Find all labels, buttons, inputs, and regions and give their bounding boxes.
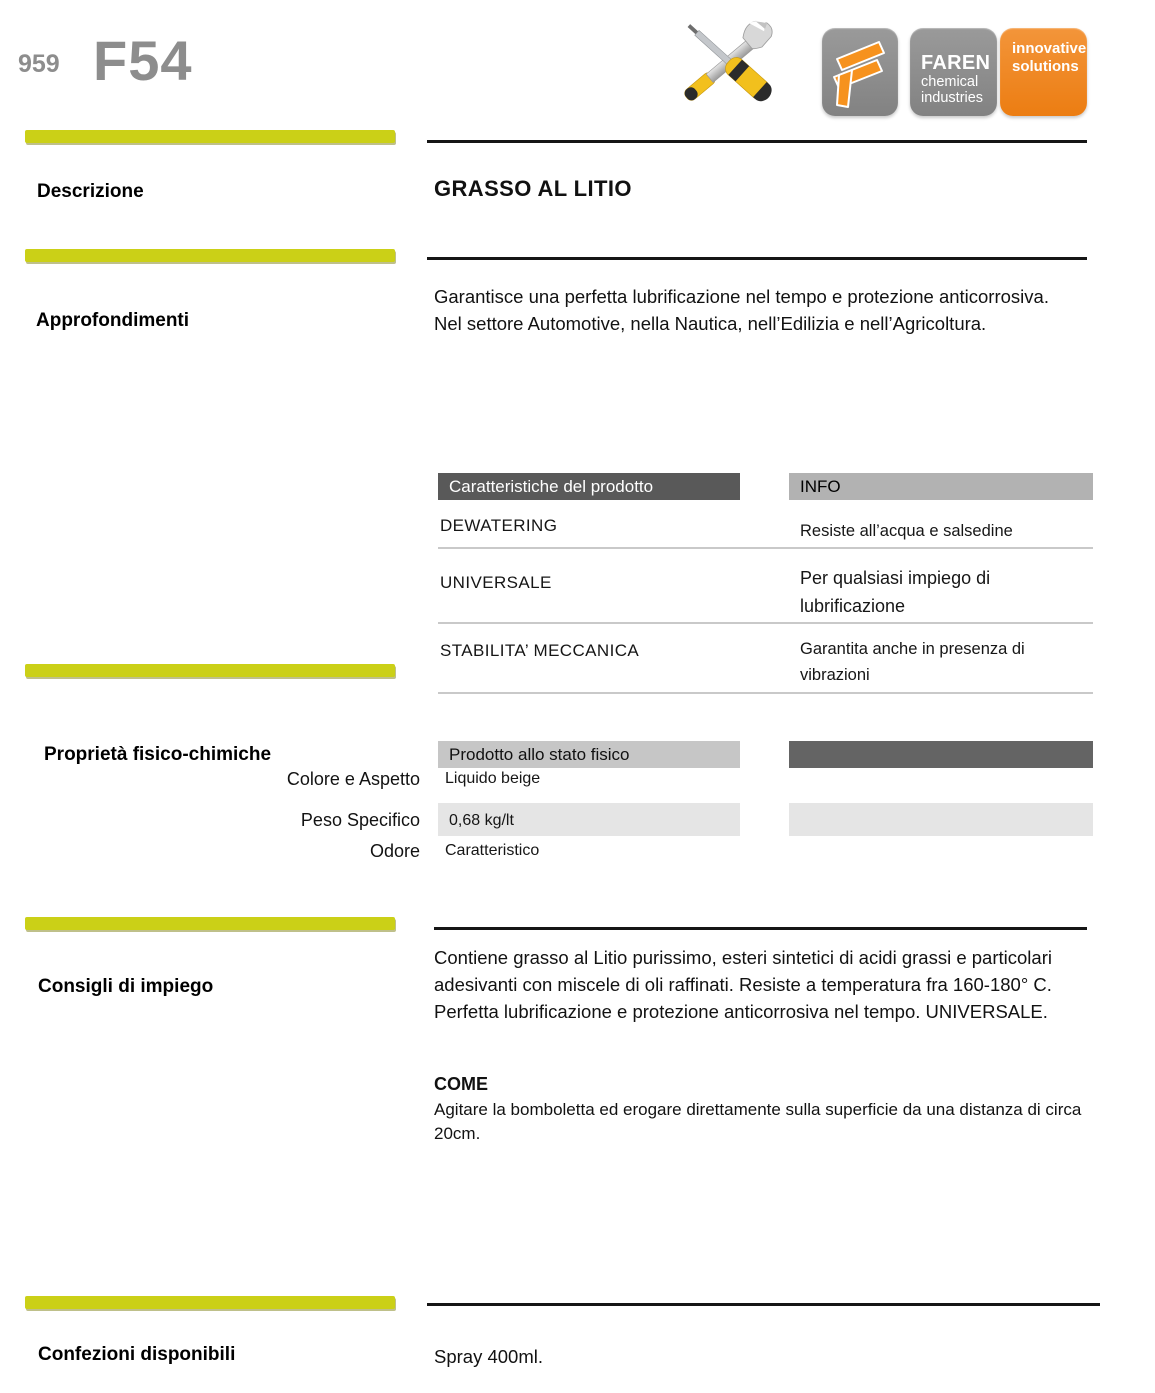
info-placeholder-bar-light: [789, 803, 1093, 836]
table-row-info: Per qualsiasi impiego di lubrificazione: [800, 568, 991, 616]
come-instructions: Agitare la bomboletta ed erogare direttamente sulla superficie da una distanza di circa 20cm.: [434, 1100, 1082, 1143]
property-label: Peso Specifico: [300, 810, 420, 830]
property-value: Caratteristico: [445, 842, 540, 859]
state-header-cell: Prodotto allo stato fisico: [438, 741, 740, 768]
property-label: Odore: [369, 841, 420, 861]
section-divider-line: [427, 1303, 1100, 1306]
section-accent-bar: [25, 917, 395, 930]
heading-proprieta: Proprietà fisico-chimiche: [44, 744, 272, 765]
heading-consigli: Consigli di impiego: [38, 976, 214, 997]
property-label: Colore e Aspetto: [286, 769, 420, 789]
property-value: Liquido beige: [445, 770, 541, 787]
usage-description: Contiene grasso al Litio purissimo, esteri sintetici di acidi grassi e particolari adesivanti con miscele di oli raffinati. Resiste a temperatura fra 160-180° C. Perfetta lubrificazione e protezione anticorrosiva nel tempo. UNIVERSALE.: [434, 947, 1052, 1022]
innovative-line1: innovative: [1012, 40, 1087, 57]
table-row-feature: STABILITA’ MECCANICA: [440, 641, 640, 660]
innovative-solutions-logo: [1000, 28, 1087, 116]
section-accent-bar: [25, 664, 395, 677]
section-accent-bar: [25, 130, 395, 143]
table-row-info: Resiste all’acqua e salsedine: [800, 522, 1013, 540]
heading-approfondimenti: Approfondimenti: [36, 310, 190, 331]
table-row-separator: [438, 692, 1093, 694]
table-row-separator: [438, 547, 1093, 549]
table-header-info: INFO: [789, 473, 1093, 500]
product-code-number: 959: [18, 50, 60, 78]
info-placeholder-bar-dark: [789, 741, 1093, 768]
product-title: GRASSO AL LITIO: [434, 176, 632, 201]
faren-text-logo: [910, 28, 997, 116]
section-divider-line: [427, 140, 1087, 143]
heading-descrizione: Descrizione: [37, 181, 144, 202]
section-divider-line: [434, 927, 1087, 930]
heading-confezioni: Confezioni disponibili: [38, 1344, 236, 1365]
faren-logo-sub1: chemical: [921, 74, 979, 90]
section-divider-line: [427, 257, 1087, 260]
faren-logo-name: FAREN: [921, 52, 991, 74]
table-row-feature: DEWATERING: [440, 516, 558, 535]
faren-f-brush-icon: [822, 28, 898, 116]
table-header-caratteristiche: Caratteristiche del prodotto: [438, 473, 740, 500]
innovative-line2: solutions: [1012, 58, 1079, 75]
tools-icon: [672, 10, 792, 112]
property-value: 0,68 kg/lt: [449, 812, 514, 829]
faren-symbol-logo: [822, 28, 898, 116]
come-heading: COME: [434, 1074, 488, 1094]
package-value: Spray 400ml.: [434, 1346, 543, 1367]
section-accent-bar: [25, 249, 395, 262]
section-accent-bar: [25, 1296, 395, 1309]
faren-logo-sub2: industries: [921, 90, 984, 106]
table-row-info: Garantita anche in presenza di vibrazioni: [800, 640, 1025, 684]
product-description: Garantisce una perfetta lubrificazione nel tempo e protezione anticorrosiva. Nel settore Automotive, nella Nautica, nell’Edilizia e nell’Agricoltura.: [434, 286, 1049, 334]
product-code: F54: [93, 29, 193, 92]
table-row-feature: UNIVERSALE: [440, 573, 552, 592]
table-row-separator: [438, 622, 1093, 624]
